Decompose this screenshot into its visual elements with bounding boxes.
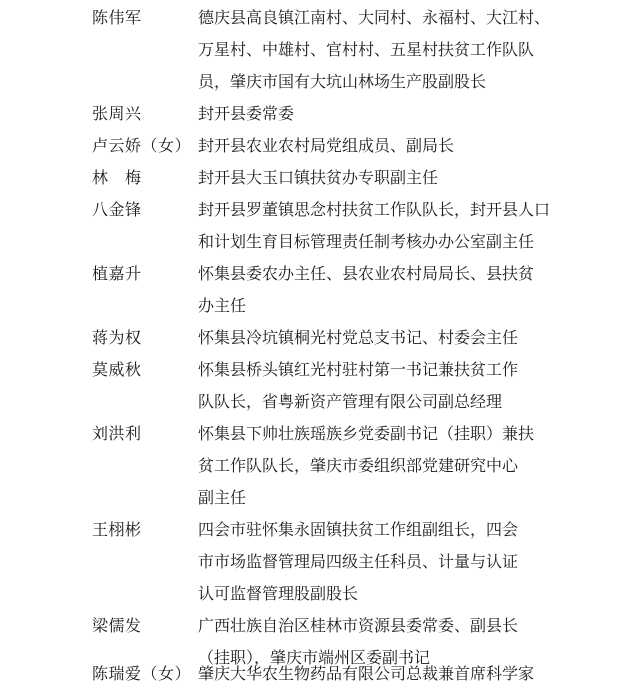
- title-line: 肇庆大华农生物药品有限公司总裁兼首席科学家: [198, 664, 535, 683]
- person-title: [198, 194, 558, 258]
- title-line: 怀集县冷坑镇桐光村党总支书记、村委会主任: [198, 328, 519, 347]
- person-title: [198, 98, 558, 130]
- title-line: 广西壮族自治区桂林市资源县委常委、副县长: [198, 616, 519, 635]
- person-name: 八金锋: [92, 200, 142, 219]
- person-name: 王栩彬: [92, 520, 142, 539]
- person-name: 植嘉升: [92, 264, 142, 283]
- person-title: [198, 130, 558, 162]
- title-line: 和计划生育目标管理责任制考核办办公室副主任: [198, 232, 535, 251]
- title-line: （挂职），肇庆市端州区委副书记: [198, 648, 431, 667]
- person-name: 蒋为权: [92, 328, 142, 347]
- person-name: 刘洪利: [92, 424, 142, 443]
- person-name: 陈瑞爱（女）: [92, 664, 192, 683]
- person-title: [198, 354, 558, 418]
- title-line: 贫工作队队长，肇庆市委组织部党建研究中心: [198, 456, 519, 475]
- title-line: 怀集县下帅壮族瑶族乡党委副书记（挂职）兼扶: [198, 424, 535, 443]
- title-line: 封开县委常委: [198, 104, 295, 123]
- title-line: 办主任: [198, 296, 247, 315]
- title-line: 怀集县桥头镇红光村驻村第一书记兼扶贫工作: [198, 360, 519, 379]
- title-line: 员，肇庆市国有大坑山林场生产股副股长: [198, 72, 487, 91]
- title-line: 认可监督管理股副股长: [198, 584, 359, 603]
- person-name: 陈伟军: [92, 8, 142, 27]
- person-name: 梁儒发: [92, 616, 142, 635]
- title-line: 怀集县委农办主任、县农业农村局局长、县扶贫: [198, 264, 535, 283]
- title-line: 封开县罗董镇思念村扶贫工作队队长，封开县人口: [198, 200, 551, 219]
- title-line: 德庆县高良镇江南村、大同村、永福村、大江村、: [198, 8, 551, 27]
- person-title: [198, 322, 558, 354]
- person-title: [198, 658, 558, 690]
- person-title: [198, 418, 558, 514]
- person-title: [198, 514, 558, 610]
- person-name: 林 梅: [92, 168, 142, 187]
- person-title: [198, 2, 558, 98]
- title-line: 副主任: [198, 488, 247, 507]
- title-line: 封开县农业农村局党组成员、副局长: [198, 136, 455, 155]
- title-line: 市市场监督管理局四级主任科员、计量与认证: [198, 552, 519, 571]
- person-name: 卢云娇（女）: [92, 136, 192, 155]
- person-name: 张周兴: [92, 104, 142, 123]
- person-title: [198, 162, 558, 194]
- title-line: 队队长，省粤新资产管理有限公司副总经理: [198, 392, 503, 411]
- person-title: [198, 258, 558, 322]
- person-name: 莫威秋: [92, 360, 142, 379]
- title-line: 封开县大玉口镇扶贫办专职副主任: [198, 168, 439, 187]
- title-line: 四会市驻怀集永固镇扶贫工作组副组长，四会: [198, 520, 519, 539]
- title-line: 万星村、中雄村、官村村、五星村扶贫工作队队: [198, 40, 535, 59]
